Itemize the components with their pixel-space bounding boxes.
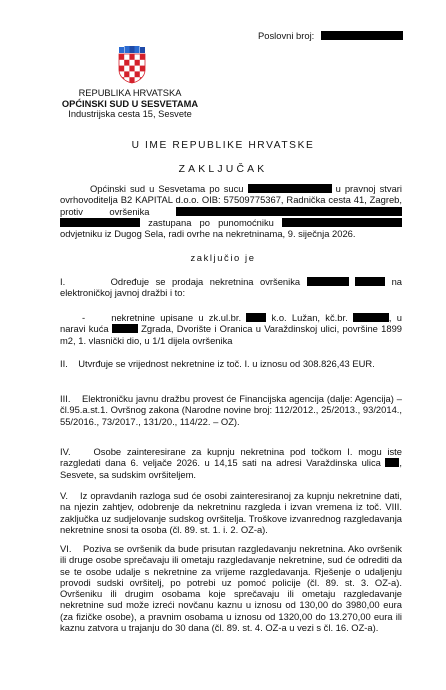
crown-icon <box>119 46 145 53</box>
case-number-row <box>258 30 428 41</box>
section-6: VI. Poziva se ovršenik da bude prisutan razgledavanju nekretnina. Ako ovršenik ili druge osobe sprečavaju ili ometaju razgledavanje nekretnine, sud će odrediti da se te osobe udalje s nekretnine za vrijeme razgledavanja. Rješenje o udaljenju provodi sudski ovršitelj, po potrebi uz pomoć policije (čl. 89. st. 3. OZ-a). Ovršeniku ili drugim osobama koje sprečavaju ili ometaju razgledavanje nekretnine sud može izreći novčanu kaznu u iznosu od 130,00 do 3980,00 eura (za fizičke osobe), a pravnim osobama u iznosu od 1320,00 do 13.270,00 eura ili kaznu zatvora u trajanju do 30 dana (čl. 89. st. 4. OZ-a u vezi s čl. 16. OZ-a). <box>60 543 405 634</box>
redaction-attorney <box>282 218 402 227</box>
redaction-debtor-surname <box>355 277 385 286</box>
property-item: - nekretnine upisane u zk.ul.br. k.o. Lužan, kč.br. , u naravi kuća Zgrada, Dvorište i Oranica u Varaždinskoj ulici, površine 1899 m2, 1. vlasnički dio, u 1/1 dijela ovršenika <box>60 312 402 346</box>
document-title: ZAKLJUČAK <box>178 164 268 175</box>
redaction-judge <box>248 184 332 193</box>
redaction-debtor-name <box>307 277 349 286</box>
case-number-label: Poslovni broj: <box>258 30 315 41</box>
section-2: II. Utvrđuje se vrijednost nekretnine iz toč. I. u iznosu od 308.826,43 EUR. <box>60 358 375 369</box>
section-4: IV. Osobe zainteresirane za kupnju nekretnina pod točkom I. mogu iste razgledati dana 6. veljače 2026. u 14,15 sati na adresi Varaždinska ulica , Sesvete, sa sudskim ovršiteljem. <box>60 446 405 480</box>
checkerboard-shield <box>119 54 145 84</box>
section-5: V. Iz opravdanih razloga sud će osobi zainteresiranoj za kupnju nekretnine dati, na njezin zahtjev, odobrenje da nekretninu razgleda i izvan vremena iz toč. VIII. zaključka uz sudjelovanje sudskog ovršitelja. Troškove izvanrednog razgledavanja nekretnine snosi ta osoba (čl. 89. st. 1. i. 2. OZ-a). <box>60 490 405 535</box>
redaction-cadastral <box>353 313 389 322</box>
redaction-debtor <box>176 207 402 216</box>
court-block <box>60 88 200 120</box>
redaction-house-number <box>112 324 138 333</box>
section-1: I. Određuje se prodaja nekretnina ovršenika na elektroničkoj javnoj dražbi i to: <box>60 276 403 299</box>
in-name-heading: U IME REPUBLIKE HRVATSKE <box>131 140 315 151</box>
redaction-street-number <box>385 458 399 467</box>
court-name: OPĆINSKI SUD U SESVETAMA <box>61 98 199 109</box>
redaction-debtor-2 <box>60 218 140 227</box>
section-3: III. Elektroničku javnu dražbu provest će Financijska agencija (dalje: Agencija) – čl.95.a.st.1. Ovršnog zakona (Narodne novine broj: 112/2012., 25/2013., 93/2014., 55/2016., 73/2017., 131/20., 114/22. – OZ). <box>60 393 405 427</box>
intro-paragraph: Općinski sud u Sesvetama po sucu u pravnoj stvari ovrhovoditelja B2 KAPITAL d.o.o. OIB: 57509775367, Radnička cesta 41, Zagreb, protiv ovršenika zastupana po punomoćniku odvjetniku iz Dugog Sela, radi ovrhe na nekretninama, 9. siječnja 2026. <box>60 183 403 240</box>
redaction-land-register <box>246 313 266 322</box>
croatian-coat-of-arms-icon <box>117 46 147 84</box>
redaction-case-number <box>321 31 403 40</box>
court-country: REPUBLIKA HRVATSKA <box>78 88 182 98</box>
concluded-heading: zaključio je <box>190 252 256 263</box>
court-address: Industrijska cesta 15, Sesvete <box>68 109 192 120</box>
